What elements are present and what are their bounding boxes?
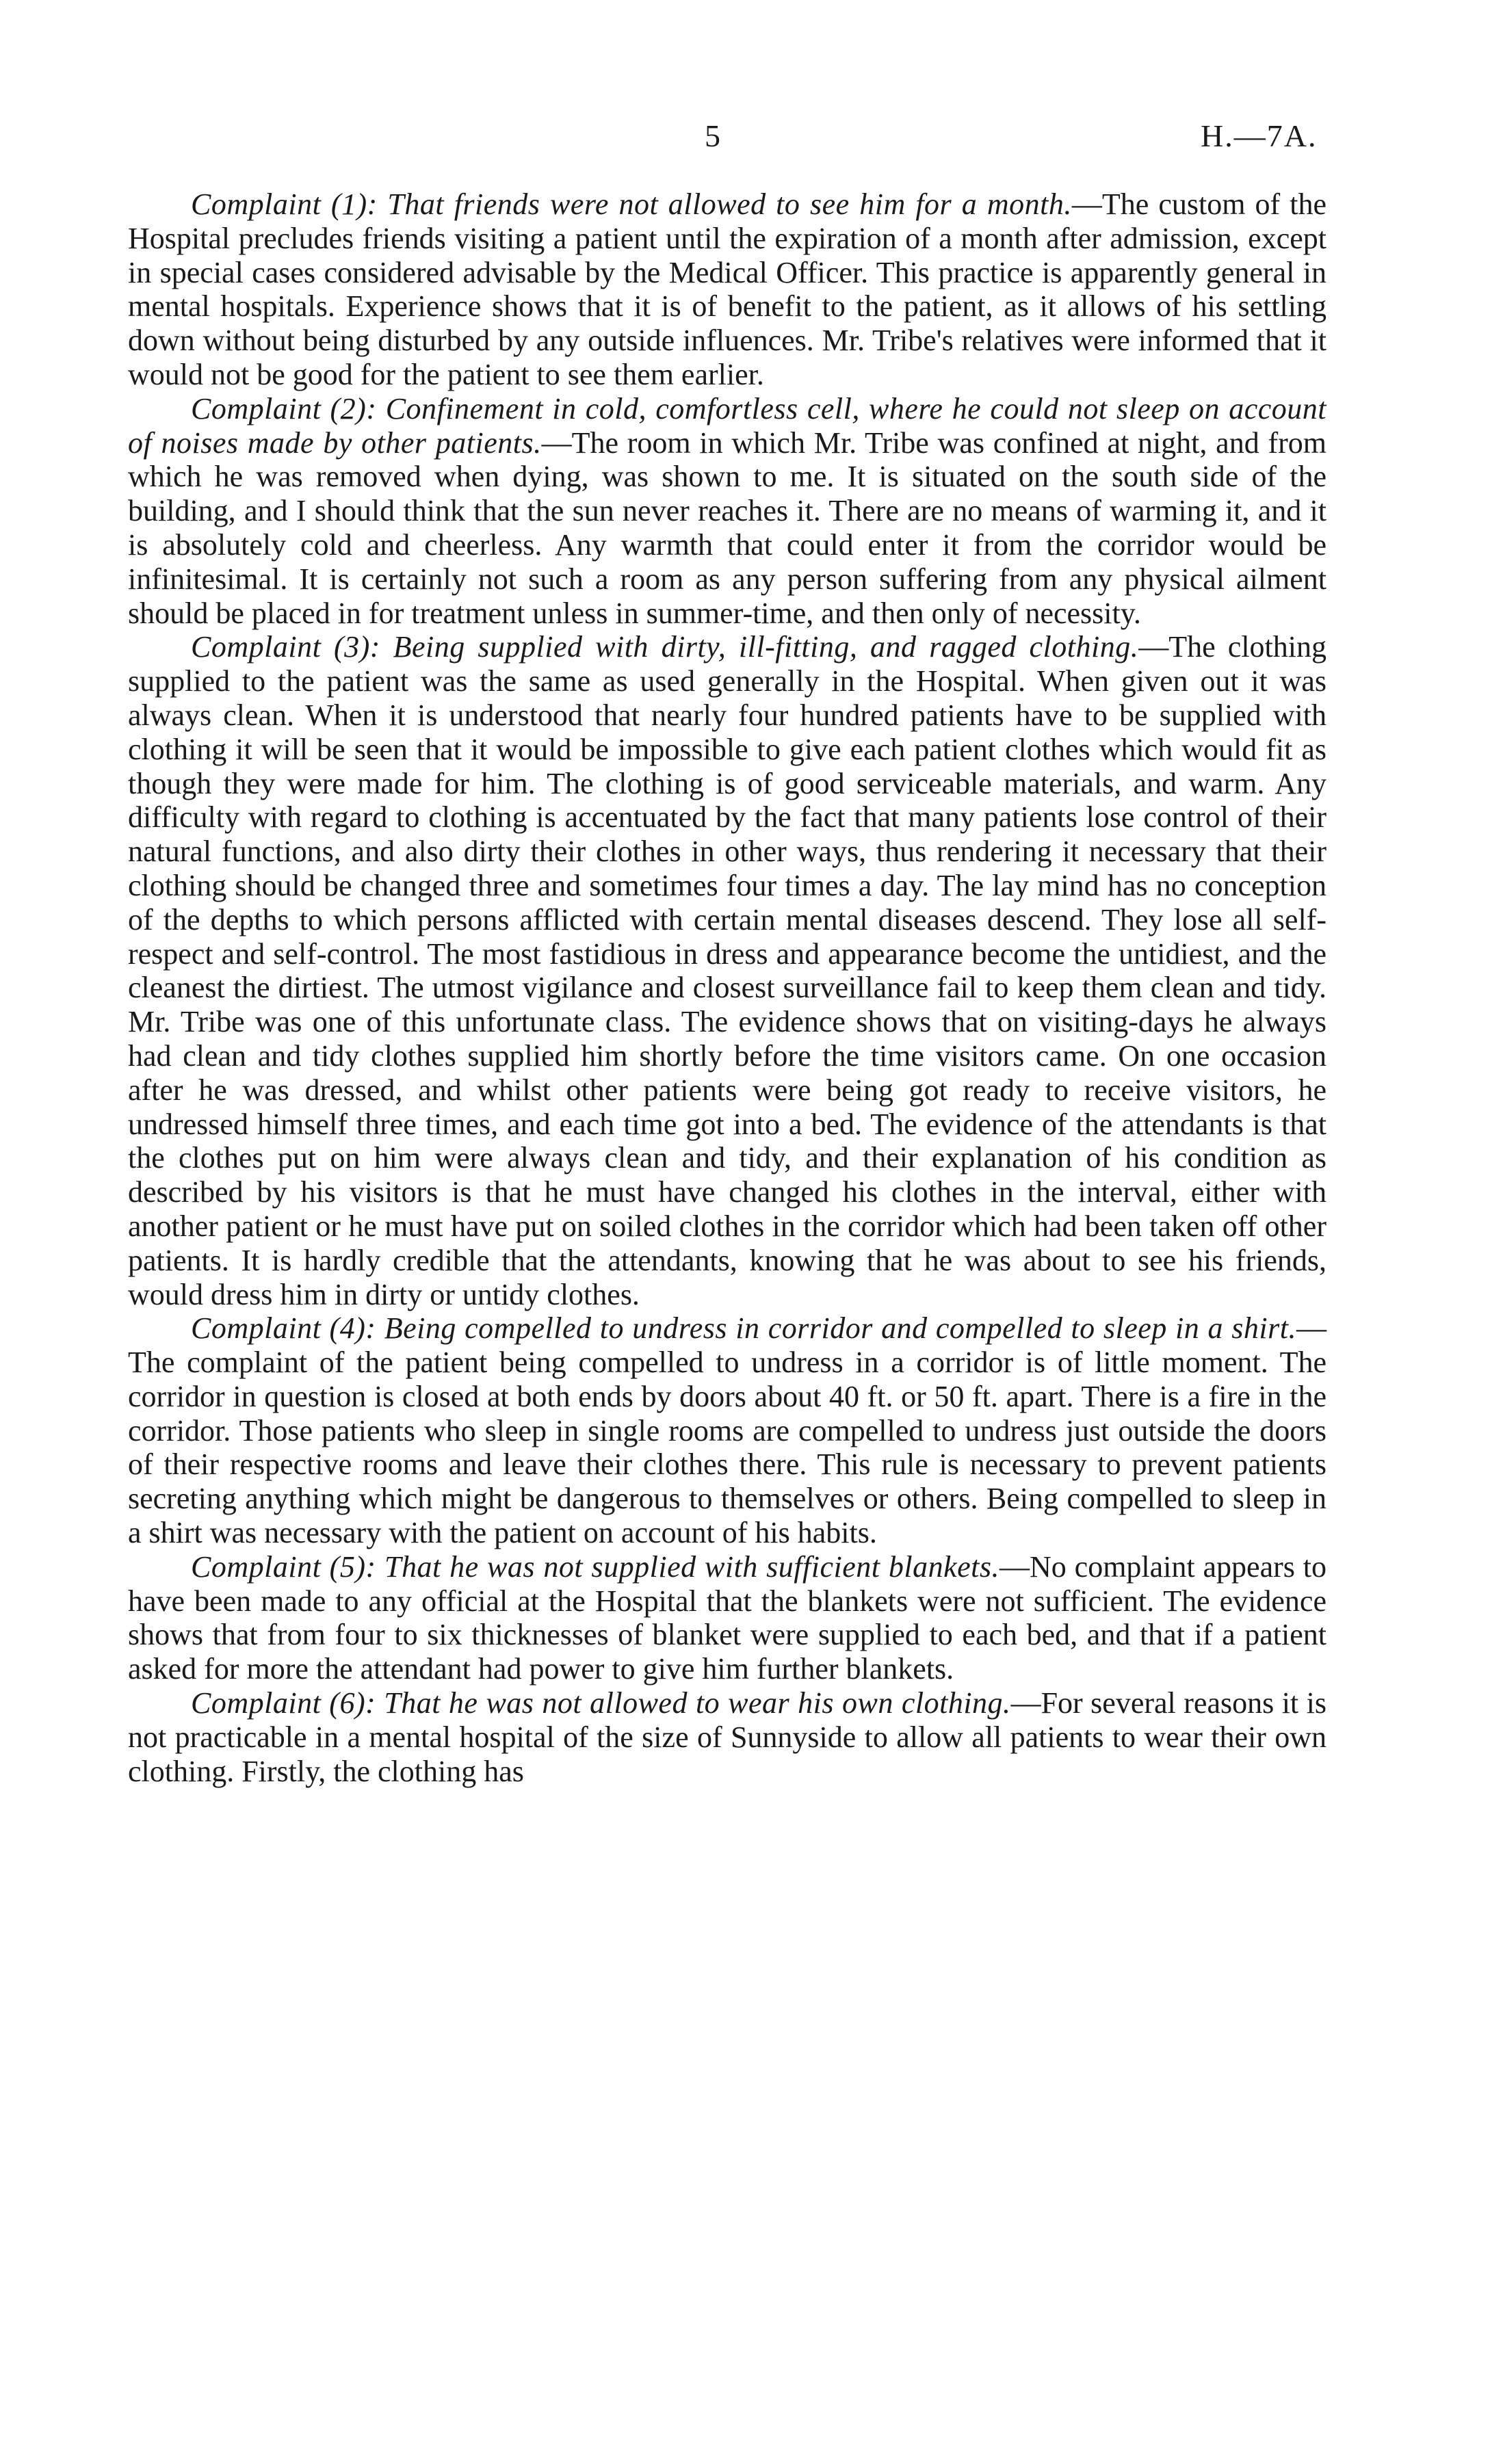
complaint-3-paragraph — [128, 630, 1326, 1311]
complaint-1-text: —The custom of the Hospital precludes friends visiting a patient until the expiration of a month after admission, except in special cases considered advisable by the Medical Officer. This practice is apparently general in mental hospitals. Experience shows that it is of benefit to the patient, as it allows of his settling down without being disturbed by any outside influences. Mr. Tribe's relatives were informed that it would not be good for the patient to see them earlier. — [128, 187, 1326, 391]
complaint-4-heading: Complaint (4): Being compelled to undress in corridor and compelled to sleep in a shirt. — [191, 1311, 1296, 1346]
complaint-4-paragraph — [128, 1311, 1326, 1550]
complaint-2-paragraph — [128, 392, 1326, 631]
complaint-1-heading: Complaint (1): That friends were not allowed to see him for a month. — [191, 187, 1072, 221]
complaint-5-text: —No complaint appears to have been made to any official at the Hospital that the blankets were not sufficient. The evidence shows that from four to six thicknesses of blanket were supplied to each bed, and that if a patient asked for more the attendant had power to give him further blankets. — [128, 1549, 1326, 1686]
document-body — [128, 187, 1326, 1788]
complaint-6-heading: Complaint (6): That he was not allowed to wear his own clothing. — [191, 1686, 1011, 1720]
complaint-5-heading: Complaint (5): That he was not supplied with sufficient blankets. — [191, 1549, 999, 1584]
page-number: 5 — [705, 118, 720, 153]
complaint-4-text: —The complaint of the patient being compelled to undress in a corridor is of little moment. The corridor in question is closed at both ends by doors about 40 ft. or 50 ft. apart. There is a fire in the corridor. Those patients who sleep in single rooms are compelled to undress just outside the doors of their respective rooms and leave their clothes there. This rule is necessary to prevent patients secreting anything which might be dangerous to themselves or others. Being compelled to sleep in a shirt was necessary with the patient on account of his habits. — [128, 1311, 1326, 1550]
complaint-3-text: —The clothing supplied to the patient was the same as used generally in the Hospital. When given out it was always clean. When it is understood that nearly four hundred patients have to be supplied with clothing it will be seen that it would be impossible to give each patient clothes which would fit as though they were made for him. The clothing is of good serviceable materials, and warm. Any difficulty with regard to clothing is accentuated by the fact that many patients lose control of their natural functions, and also dirty their clothes in other ways, thus rendering it necessary that their clothing should be changed three and sometimes four times a day. The lay mind has no conception of the depths to which persons afflicted with certain mental diseases descend. They lose all self-respect and self-control. The most fastidious in dress and appearance become the untidiest, and the cleanest the dirtiest. The utmost vigilance and closest surveillance fail to keep them clean and tidy. Mr. Tribe was one of this unfortunate class. The evidence shows that on visiting-days he always had clean and tidy clothes supplied him shortly before the time visitors came. On one occasion after he was dressed, and whilst other patients were being got ready to receive visitors, he undressed himself three times, and each time got into a bed. The evidence of the attendants is that the clothes put on him were always clean and tidy, and their explanation of his condition as described by his visitors is that he must have changed his clothes in the interval, either with another patient or he must have put on soiled clothes in the corridor which had been taken off other patients. It is hardly credible that the attendants, knowing that he was about to see his friends, would dress him in dirty or untidy clothes. — [128, 630, 1327, 1311]
complaint-2-text: —The room in which Mr. Tribe was confined at night, and from which he was removed when dying, was shown to me. It is situated on the south side of the building, and I should think that the sun never reaches it. There are no means of warming it, and it is absolutely cold and cheerless. Any warmth that could enter it from the corridor would be infinitesimal. It is certainly not such a room as any person suffering from any physical ailment should be placed in for treatment unless in summer-time, and then only of necessity. — [128, 425, 1327, 630]
document-reference: H.—7A. — [1201, 118, 1318, 153]
complaint-2-heading: Complaint (2): Confinement in cold, comfortless cell, where he could not sleep on account of noises made by other patients. — [128, 391, 1326, 460]
complaint-6-text: —For several reasons it is not practicable in a mental hospital of the size of Sunnyside to allow all patients to wear their own clothing. Firstly, the clothing has — [128, 1686, 1327, 1788]
complaint-1-paragraph — [128, 187, 1326, 392]
complaint-6-paragraph — [128, 1686, 1326, 1788]
complaint-3-heading: Complaint (3): Being supplied with dirty, ill-fitting, and ragged clothing. — [191, 630, 1139, 664]
complaint-5-paragraph — [128, 1550, 1326, 1686]
